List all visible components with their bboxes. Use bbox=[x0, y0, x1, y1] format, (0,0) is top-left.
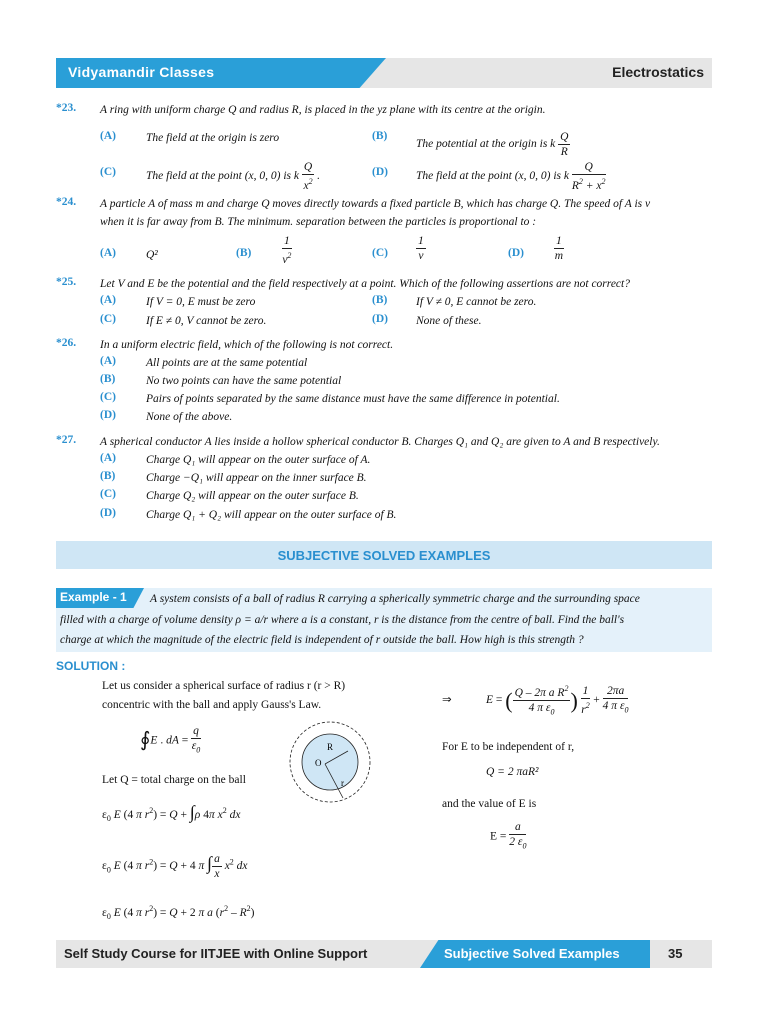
solution-text: Let Q = total charge on the ball bbox=[102, 774, 246, 786]
sphere-diagram bbox=[285, 720, 375, 804]
question-text: A spherical conductor A lies inside a hollow spherical conductor B. Charges Q₁ and Q₂ are given to A and B respectively. bbox=[100, 436, 660, 448]
option-text: If V ≠ 0, E cannot be zero. bbox=[416, 296, 537, 308]
option-text: The field at the point (x, 0, 0) is k $\frac{Q}{x^2}$ . bbox=[146, 161, 320, 192]
option-label: (C) bbox=[100, 488, 116, 500]
equation-line: $\varepsilon_0$ E (4 π $r^2) = Q + 2$ π a $(r^2 - R^2)$ bbox=[102, 904, 255, 922]
solution-label: SOLUTION : bbox=[56, 659, 126, 673]
option-label: (A) bbox=[100, 247, 116, 259]
solution-text: concentric with the ball and apply Gauss's Law. bbox=[102, 699, 322, 711]
option-label: (B) bbox=[100, 470, 116, 482]
charge-result: Q = 2 πaR² bbox=[486, 766, 539, 778]
implies-arrow: ⇒ bbox=[442, 694, 452, 706]
question-number: *25. bbox=[56, 276, 77, 288]
option-label: (A) bbox=[100, 452, 116, 464]
option-label: (D) bbox=[372, 313, 388, 325]
option-text bbox=[416, 130, 570, 159]
option-text: Charge −Q₁ will appear on the inner surface B. bbox=[146, 472, 367, 484]
option-label: (D) bbox=[508, 247, 524, 259]
example-line: charge at which the magnitude of the electric field is independent of r outside the ball. How high is this strength ? bbox=[60, 634, 584, 646]
fraction-q-over-r: $\frac{Q}{R}$ bbox=[560, 131, 569, 158]
page-number: 35 bbox=[668, 946, 683, 961]
section-title: SUBJECTIVE SOLVED EXAMPLES bbox=[277, 548, 491, 563]
fraction-q-over-r2x2: $\frac{Q}{R^2 + x^2}$ bbox=[571, 161, 606, 192]
equation-line: $\varepsilon_0$ E (4 π $r^2) = Q + \int\rho$ 4π $x^2$ dx bbox=[102, 801, 241, 824]
option-label: (D) bbox=[100, 507, 116, 519]
option-text: Charge Q₁ + Q₂ will appear on the outer surface of B. bbox=[146, 509, 397, 521]
svg-text:R: R bbox=[327, 742, 334, 752]
fraction-1-over-v: $\frac{1}{v}$ bbox=[418, 235, 424, 262]
option-label: (B) bbox=[372, 294, 388, 306]
option-text: Pairs of points separated by the same distance must have the same difference in potential. bbox=[146, 393, 560, 405]
option-text: Charge Q₂ will appear on the outer surface B. bbox=[146, 490, 359, 502]
option-label: (D) bbox=[372, 166, 388, 178]
option-text: The field at the origin is zero bbox=[146, 132, 280, 144]
option-text: Q² bbox=[146, 249, 158, 261]
fraction-q-over-x2: $\frac{Q}{x^2}$ bbox=[303, 161, 313, 192]
example-line: A system consists of a ball of radius R carrying a spherically symmetric charge and the surrounding space bbox=[150, 593, 640, 605]
option-text-value: The field at the point (x, 0, 0) is k bbox=[416, 170, 569, 183]
question-number: *24. bbox=[56, 196, 77, 208]
question-number: *26. bbox=[56, 337, 77, 349]
solution-text: For E to be independent of r, bbox=[442, 741, 575, 753]
option-text: If V = 0, E must be zero bbox=[146, 296, 256, 308]
svg-text:r: r bbox=[341, 778, 344, 788]
gauss-law-equation: ∮E . dA = $\frac{q}{\varepsilon_0}$ bbox=[140, 725, 201, 755]
option-text: No two points can have the same potential bbox=[146, 375, 342, 387]
option-text bbox=[416, 160, 606, 193]
chapter-title: Electrostatics bbox=[612, 64, 704, 80]
option-text-value: The potential at the origin is k bbox=[416, 138, 556, 151]
question-number: *23. bbox=[56, 102, 77, 114]
option-label: (D) bbox=[100, 409, 116, 421]
option-label: (C) bbox=[372, 247, 388, 259]
field-result: E = $\frac{a}{2 \varepsilon_0}$ bbox=[490, 821, 527, 851]
question-text: In a uniform electric field, which of the following is not correct. bbox=[100, 339, 394, 351]
solution-text: Let us consider a spherical surface of radius r (r > R) bbox=[102, 680, 346, 692]
solution-text: and the value of E is bbox=[442, 798, 537, 810]
fraction-1-over-m: $\frac{1}{m}$ bbox=[554, 235, 564, 262]
question-text-line: A particle A of mass m and charge Q moves directly towards a fixed particle B, which has charge Q. The speed of A is v bbox=[100, 198, 651, 210]
option-text: All points are at the same potential bbox=[146, 357, 308, 369]
option-label: (B) bbox=[100, 373, 116, 385]
fraction-1-over-v2: $\frac{1}{v^2}$ bbox=[282, 235, 292, 266]
question-text-line: when it is far away from B. The minimum. separation between the particles is proportional to : bbox=[100, 216, 537, 228]
publisher-name: Vidyamandir Classes bbox=[68, 64, 215, 80]
option-label: (A) bbox=[100, 130, 116, 142]
option-label: (C) bbox=[100, 313, 116, 325]
footer-course: Self Study Course for IITJEE with Online Support bbox=[64, 946, 368, 961]
svg-text:O: O bbox=[315, 758, 322, 768]
option-text: Charge Q₁ will appear on the outer surface of A. bbox=[146, 454, 371, 466]
option-label: (C) bbox=[100, 391, 116, 403]
option-label: (B) bbox=[372, 130, 388, 142]
option-label: (A) bbox=[100, 294, 116, 306]
option-text: None of these. bbox=[416, 315, 482, 327]
question-text: A ring with uniform charge Q and radius R, is placed in the yz plane with its centre at the origin. bbox=[100, 104, 546, 116]
example-label: Example - 1 bbox=[60, 590, 127, 604]
option-text-value: The field at the point (x, 0, 0) is k bbox=[146, 170, 299, 183]
question-number: *27. bbox=[56, 434, 77, 446]
field-equation: E = ( $\frac{Q - 2\pi a R^2}{4 \pi \varepsilon_0}$ ) $\frac{1}{r^2}$ + $\frac{2\pi a}{4 \pi \varepsilon_0}$ bbox=[486, 684, 629, 717]
option-text: None of the above. bbox=[146, 411, 233, 423]
option-label: (C) bbox=[100, 166, 116, 178]
option-label: (A) bbox=[100, 355, 116, 367]
example-line: filled with a charge of volume density ρ = a/r where a is a constant, r is the distance from the centre of ball. Find the ball's bbox=[60, 614, 625, 626]
footer-section: Subjective Solved Examples bbox=[444, 946, 620, 961]
option-text: If E ≠ 0, V cannot be zero. bbox=[146, 315, 267, 327]
equation-line: $\varepsilon_0$ E (4 π $r^2) = Q + 4$ π ∫ $\frac{a}{x}$ $x^2$ dx bbox=[102, 853, 248, 880]
option-label: (B) bbox=[236, 247, 252, 259]
question-text: Let V and E be the potential and the field respectively at a point. Which of the following assertions are not correct? bbox=[100, 278, 630, 290]
